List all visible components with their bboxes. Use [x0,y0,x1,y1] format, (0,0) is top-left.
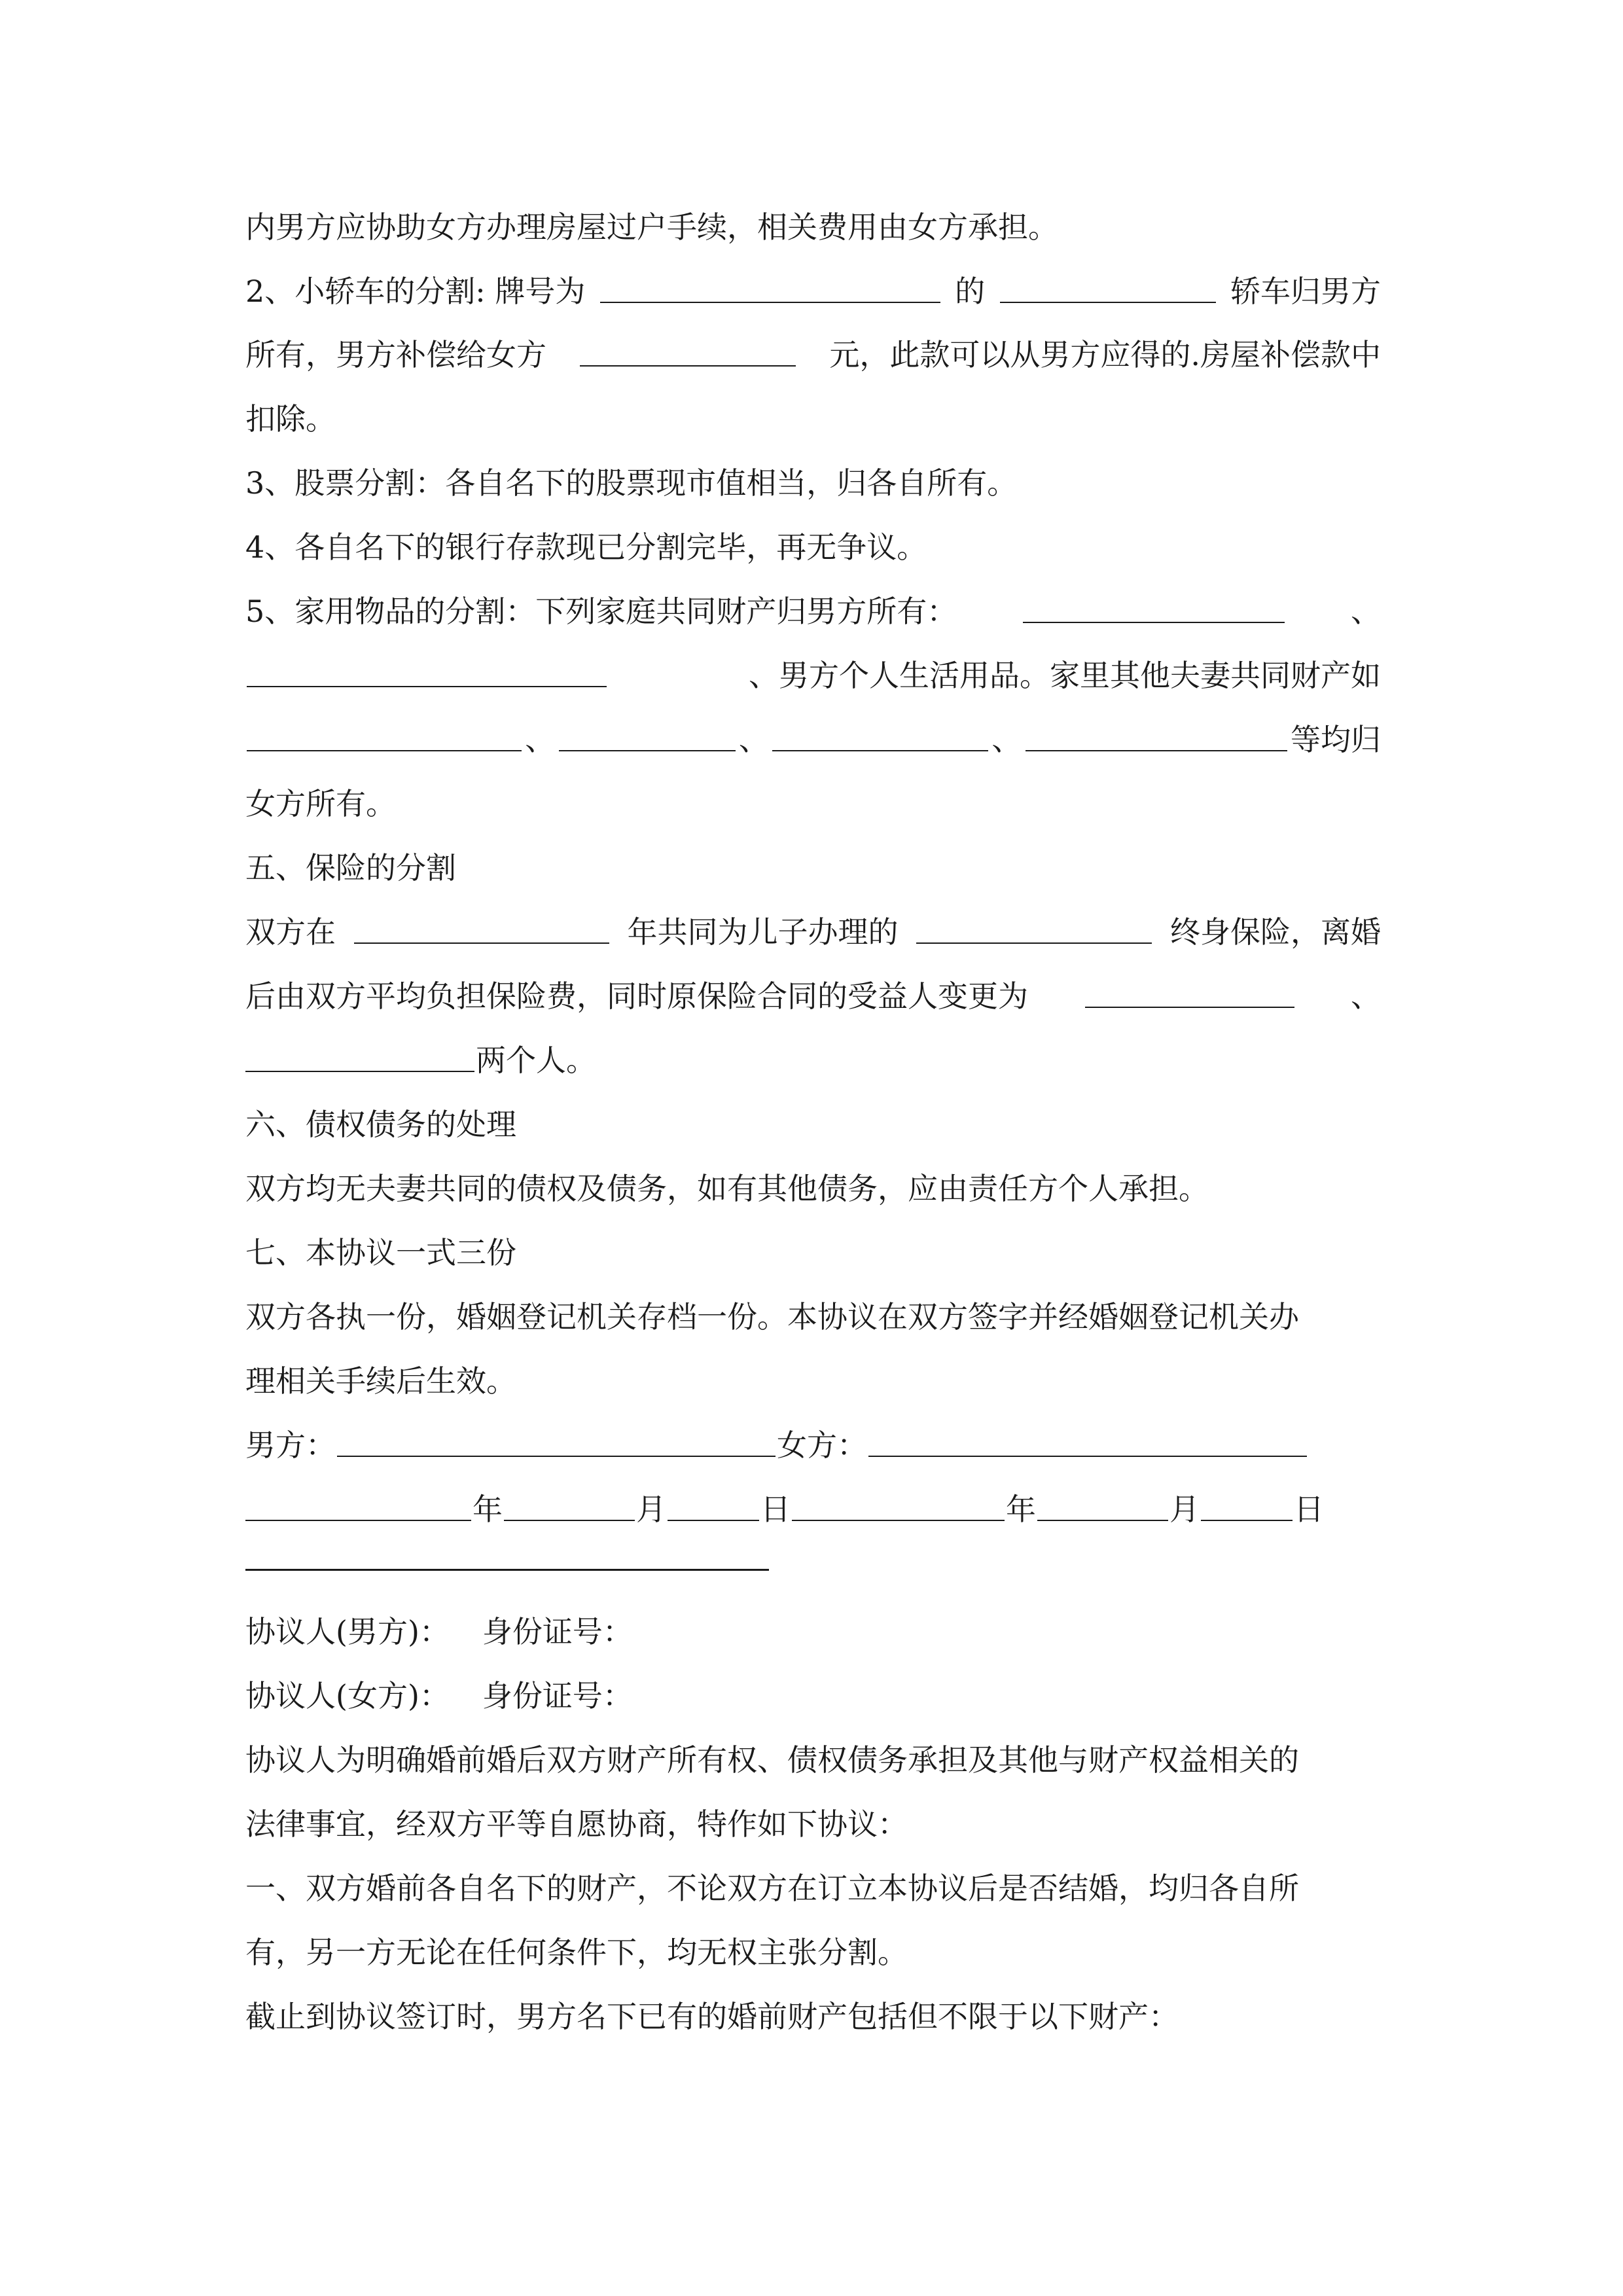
text: 、 [991,722,1022,757]
fill-blank-amount [580,365,796,367]
text: 六、债权债务的处理 [245,1107,516,1142]
fill-blank-beneficiary [245,1071,474,1072]
text: 七、本协议一式三份 [245,1235,516,1270]
text: 月 [636,1492,666,1527]
fill-blank-day [668,1520,759,1521]
fill-blank-item [247,686,607,687]
text: 一、双方婚前各自名下的财产，不论双方在订立本协议后是否结婚，均归各自所 [245,1871,1299,1906]
text: 、男方个人生活用品。家里其他夫妻共同财产如 [749,658,1381,693]
text: 的 [955,274,986,309]
text: 男方： [245,1427,336,1463]
fill-blank-beneficiary [1085,1007,1294,1008]
paragraph-line [245,1987,1381,2046]
text: 双方在 [245,914,336,950]
insurance-line [245,903,1381,961]
text: 截止到协议签订时，男方名下已有的婚前财产包括但不限于以下财产： [245,1999,1179,2034]
section-heading [245,1095,1381,1154]
text: 后由双方平均负担保险费，同时原保险合同的受益人变更为 [245,978,1028,1014]
text: 协议人(男方)： [245,1614,450,1649]
text: 、 [1351,978,1381,1014]
text: 等均归 [1290,722,1381,757]
text: 两个人。 [476,1043,596,1078]
text: 轿车归男方 [1230,274,1381,309]
text: 3、股票分割：各自名下的股票现市值相当，归各自所有。 [245,465,1018,501]
signature-line [245,1416,1381,1475]
section-heading [245,1223,1381,1282]
paragraph-line [245,1731,1381,1789]
paragraph-line [245,389,1381,448]
fill-blank-item [559,750,736,751]
paragraph-line [245,1795,1381,1854]
fill-blank-female-signature [868,1456,1307,1457]
party-id-line [245,1666,1381,1725]
fill-blank-day [1201,1520,1293,1521]
text: 、 [738,722,769,757]
text: 所有，男方补偿给女方 [245,337,546,372]
fill-blank-year [245,1520,471,1521]
text: 4、各自名下的银行存款现已分割完毕，再无争议。 [245,529,927,565]
fill-blank-item [247,750,522,751]
household-items-line [245,646,1381,705]
fill-blank-insurance [916,942,1152,944]
text: 年 [473,1492,503,1527]
text: 女方所有。 [245,786,396,821]
text: 年 [1006,1492,1036,1527]
horizontal-rule [245,1569,769,1571]
text: 理相关手续后生效。 [245,1363,516,1399]
text: 有，另一方无论在任何条件下，均无权主张分割。 [245,1935,908,1970]
fill-blank-month [1037,1520,1168,1521]
paragraph-line [245,1287,1381,1346]
fill-blank-month [504,1520,635,1521]
paragraph-line [245,1923,1381,1982]
fill-blank-item [1023,622,1285,623]
text: 日 [760,1492,791,1527]
text: 月 [1169,1492,1200,1527]
fill-blank-plate-number [600,302,940,303]
text: 法律事宜，经双方平等自愿协商，特作如下协议： [245,1806,908,1842]
fill-blank-car-model [1000,302,1216,303]
text: 身份证号： [482,1678,633,1713]
household-items-line [245,582,1381,641]
household-items-line [245,710,1381,769]
paragraph-line [245,1859,1381,1918]
text: 元，此款可以从男方应得的.房屋补偿款中 [829,337,1381,372]
text: 内男方应协助女方办理房屋过户手续，相关费用由女方承担。 [245,209,1058,245]
text: 5、家用物品的分割：下列家庭共同财产归男方所有： [245,594,957,629]
text: 2、小轿车的分割: 牌号为 [245,274,586,309]
text: 扣除。 [245,401,336,437]
text: 双方各执一份，婚姻登记机关存档一份。本协议在双方签字并经婚姻登记机关办 [245,1299,1299,1335]
insurance-line [245,967,1381,1026]
text: 身份证号： [482,1614,633,1649]
paragraph-line [245,1159,1381,1218]
party-id-line [245,1602,1381,1661]
section-heading [245,838,1381,897]
car-compensation-line [245,325,1381,384]
text: 日 [1294,1492,1324,1527]
fill-blank-item [1026,750,1287,751]
paragraph-line [245,774,1381,833]
paragraph-line [245,454,1381,512]
fill-blank-male-signature [337,1456,776,1457]
text: 协议人为明确婚前婚后双方财产所有权、债权债务承担及其他与财产权益相关的 [245,1742,1299,1778]
text: 女方： [777,1427,867,1463]
text: 协议人(女方)： [245,1678,450,1713]
paragraph-line [245,198,1381,257]
fill-blank-item [772,750,988,751]
text: 、 [1351,594,1381,629]
paragraph-line [245,518,1381,577]
text: 、 [525,722,556,757]
text: 五、保险的分割 [245,850,456,886]
insurance-line [245,1031,1381,1090]
date-line [245,1480,1381,1539]
text: 双方均无夫妻共同的债权及债务，如有其他债务，应由责任方个人承担。 [245,1171,1209,1206]
fill-blank-year [792,1520,1005,1521]
paragraph-line [245,1352,1381,1410]
fill-blank-year [354,942,609,944]
text: 年共同为儿子办理的 [627,914,899,950]
text: 终身保险，离婚 [1170,914,1381,950]
car-split-line [245,262,1381,321]
